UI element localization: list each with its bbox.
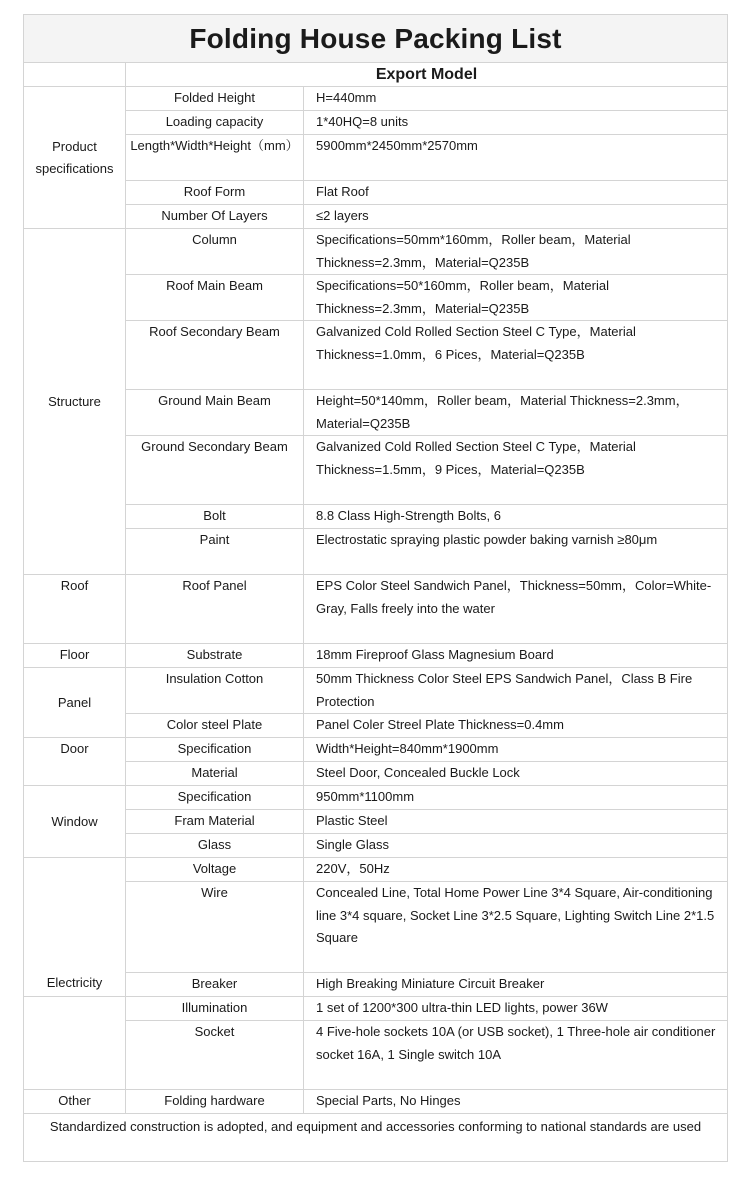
row-name: Fram Material xyxy=(126,810,304,834)
row-name: Paint xyxy=(126,529,304,575)
row-name: Breaker xyxy=(126,973,304,997)
category-floor: Floor xyxy=(24,644,126,668)
page-title: Folding House Packing List xyxy=(24,15,728,63)
row-value: H=440mm xyxy=(304,87,728,111)
row-value: Flat Roof xyxy=(304,181,728,205)
row-name: Socket xyxy=(126,1021,304,1090)
row-value: 220V，50Hz xyxy=(304,858,728,882)
row-value: 950mm*1100mm xyxy=(304,786,728,810)
row-name: Wire xyxy=(126,882,304,973)
row-value: Specifications=50*160mm，Roller beam，Material Thickness=2.3mm，Material=Q235B xyxy=(304,275,728,321)
row-value: Electrostatic spraying plastic powder baking varnish ≥80μm xyxy=(304,529,728,575)
subtitle-blank-cell xyxy=(24,63,126,87)
row-name: Specification xyxy=(126,738,304,762)
row-name: Material xyxy=(126,762,304,786)
category-structure: Structure xyxy=(24,229,126,575)
row-name: Ground Main Beam xyxy=(126,390,304,436)
row-value: Steel Door, Concealed Buckle Lock xyxy=(304,762,728,786)
row-value: Galvanized Cold Rolled Section Steel C Type，Material Thickness=1.0mm，6 Pices，Material=Q235B xyxy=(304,321,728,390)
row-name: Loading capacity xyxy=(126,111,304,135)
row-name: Roof Form xyxy=(126,181,304,205)
blank-category-cell xyxy=(24,997,126,1090)
row-value: 50mm Thickness Color Steel EPS Sandwich Panel，Class B Fire Protection xyxy=(304,668,728,714)
row-value: Width*Height=840mm*1900mm xyxy=(304,738,728,762)
row-value: Plastic Steel xyxy=(304,810,728,834)
row-name: Color steel Plate xyxy=(126,714,304,738)
row-value: 1*40HQ=8 units xyxy=(304,111,728,135)
row-value: ≤2 layers xyxy=(304,205,728,229)
category-electricity-label: Electricity xyxy=(46,975,103,990)
row-value: 1 set of 1200*300 ultra-thin LED lights, power 36W xyxy=(304,997,728,1021)
subtitle: Export Model xyxy=(126,63,728,87)
category-window: Window xyxy=(24,786,126,858)
row-name: Roof Panel xyxy=(126,575,304,644)
row-value: 5900mm*2450mm*2570mm xyxy=(304,135,728,181)
row-name: Insulation Cotton xyxy=(126,668,304,714)
row-name: Specification xyxy=(126,786,304,810)
category-other: Other xyxy=(24,1090,126,1114)
row-name: Folding hardware xyxy=(126,1090,304,1114)
row-name: Column xyxy=(126,229,304,275)
row-value: Galvanized Cold Rolled Section Steel C Type，Material Thickness=1.5mm，9 Pices，Material=Q235B xyxy=(304,436,728,505)
row-name: Bolt xyxy=(126,505,304,529)
row-name: Folded Height xyxy=(126,87,304,111)
row-value: 18mm Fireproof Glass Magnesium Board xyxy=(304,644,728,668)
row-value: High Breaking Miniature Circuit Breaker xyxy=(304,973,728,997)
row-value: 8.8 Class High-Strength Bolts, 6 xyxy=(304,505,728,529)
category-door: Door xyxy=(24,738,126,786)
row-name: Glass xyxy=(126,834,304,858)
row-name: Substrate xyxy=(126,644,304,668)
row-name: Length*Width*Height（mm） xyxy=(126,135,304,181)
row-name: Ground Secondary Beam xyxy=(126,436,304,505)
footer-note: Standardized construction is adopted, and equipment and accessories conforming to national standards are used xyxy=(24,1114,728,1162)
row-name: Roof Secondary Beam xyxy=(126,321,304,390)
row-name: Illumination xyxy=(126,997,304,1021)
row-value: 4 Five-hole sockets 10A (or USB socket), 1 Three-hole air conditioner socket 16A, 1 Single switch 10A xyxy=(304,1021,728,1090)
category-panel: Panel xyxy=(24,668,126,738)
packing-list-table xyxy=(23,14,728,1162)
row-value: Height=50*140mm，Roller beam，Material Thickness=2.3mm，Material=Q235B xyxy=(304,390,728,436)
category-product: Product specifications xyxy=(24,87,126,229)
row-name: Roof Main Beam xyxy=(126,275,304,321)
row-name: Voltage xyxy=(126,858,304,882)
row-value: Specifications=50mm*160mm，Roller beam，Material Thickness=2.3mm，Material=Q235B xyxy=(304,229,728,275)
row-value: Single Glass xyxy=(304,834,728,858)
row-value: Panel Coler Streel Plate Thickness=0.4mm xyxy=(304,714,728,738)
row-value: EPS Color Steel Sandwich Panel，Thickness=50mm，Color=White-Gray, Falls freely into the water xyxy=(304,575,728,644)
category-electricity xyxy=(24,858,126,997)
row-value: Concealed Line, Total Home Power Line 3*4 Square, Air-conditioning line 3*4 square, Socket Line 3*2.5 Square, Lighting Switch Line 2*1.5 Square xyxy=(304,882,728,973)
category-roof: Roof xyxy=(24,575,126,644)
row-value: Special Parts, No Hinges xyxy=(304,1090,728,1114)
row-name: Number Of Layers xyxy=(126,205,304,229)
